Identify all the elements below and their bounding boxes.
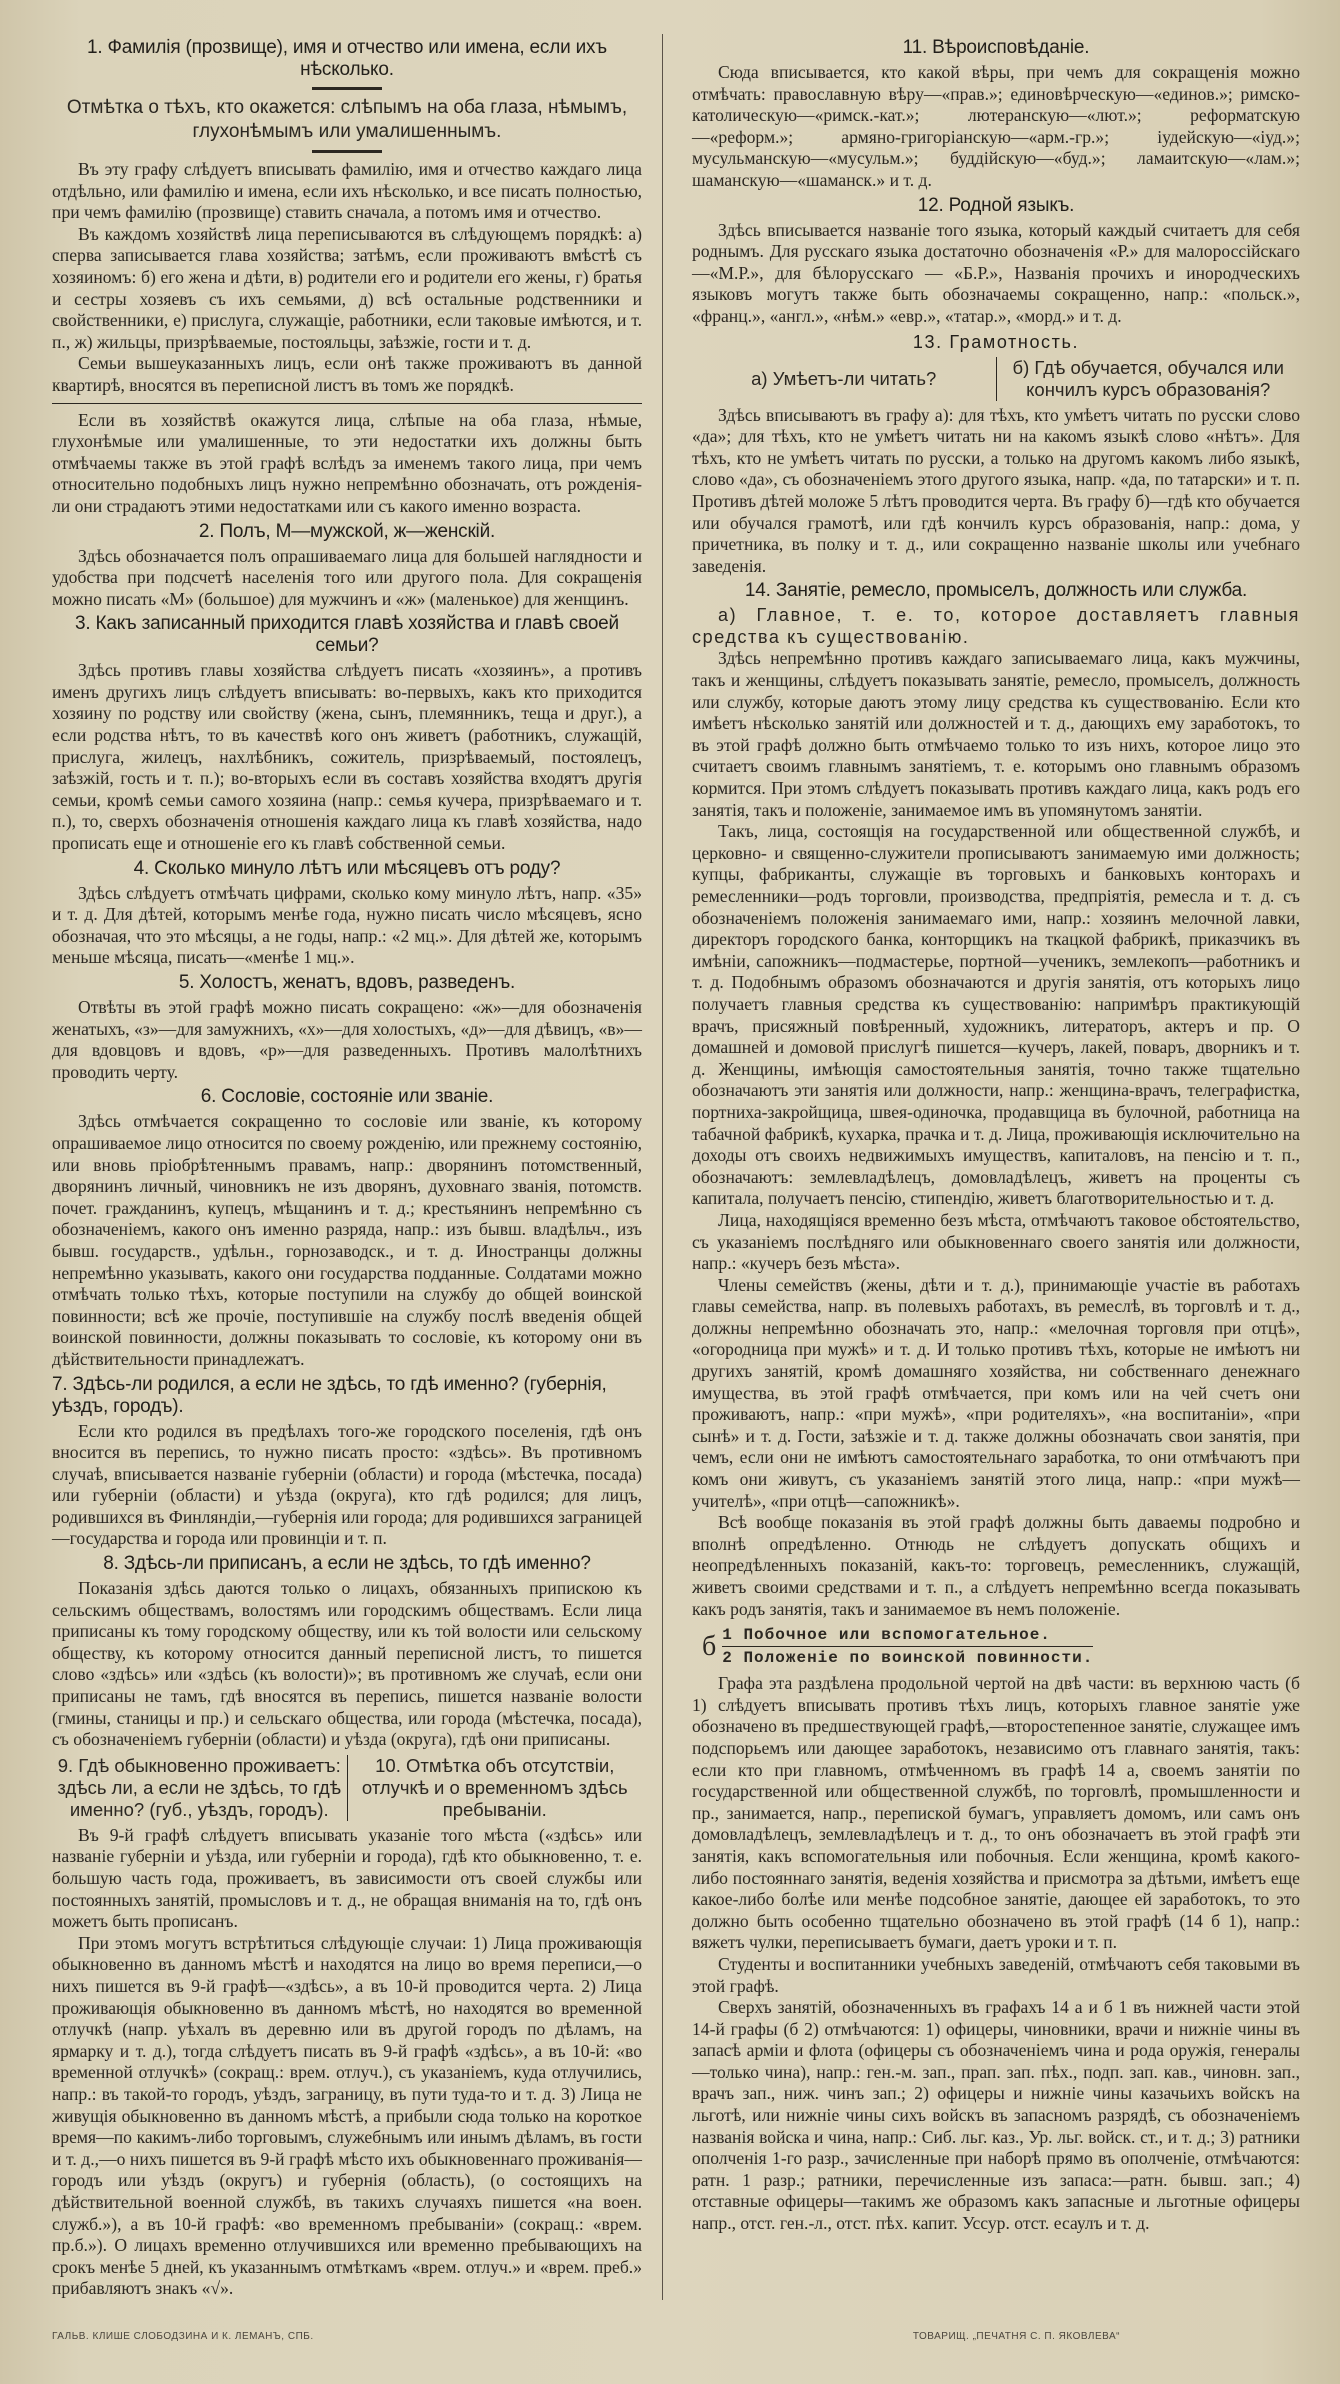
paragraph: При этомъ могутъ встрѣтиться слѣдующіе случаи: 1) Лица проживающія обыкновенно въ данномъ мѣстѣ и находятся на лицо во время переписи,—о нихъ пишется въ 9-й графѣ—«здѣсь», а въ 10-й проводится черта. 2) Лица проживающія обыкновенно въ данномъ мѣстѣ, но находятся во временной отлучкѣ (напр. уѣхалъ въ деревню или въ другой городъ по дѣламъ, на ярмарку и т. д.), тогда слѣдуетъ писать въ 9-й графѣ «здѣсь», а въ 10-й: «во временной отлучкѣ» (сокращ.: врем. отлуч.), съ указаніемъ, куда отлучились, напр.: въ такой-то городъ, уѣздъ, заграницу, въ пути туда-то и т. д. 3) Лица не живущія обыкновенно въ данномъ мѣстѣ, а прибыли сюда только на короткое время—по какимъ-либо торговымъ, служебнымъ или инымъ дѣламъ, въ гости и т. д.,—о нихъ пишется въ 9-й графѣ мѣсто ихъ обыкновеннаго проживанія—городъ или уѣздъ (округъ) и губернія (область), (о состоящихъ на дѣйствительной военной службѣ, въ такихъ случаяхъ пишется «на воен. служб.»), а въ 10-й графѣ: «во временномъ пребываніи» (сокращ.: «врем. пр.б.»). О лицахъ временно отлучившихся или временно пребывающихъ на срокъ менѣе 5 дней, къ указаннымъ отмѣткамъ «врем. отлуч.» и «врем. преб.» прибавляютъ знакъ «√». — [52, 1932, 642, 2299]
paragraph: Показанія здѣсь даются только о лицахъ, обязанныхъ припискою къ сельскимъ обществамъ, волостямъ или городскимъ обществамъ. Если лица приписаны къ тому городскому обществу, или къ той волости или сельскому обществу, къ которому относится данный переписной листъ, то пишется слово «здѣсь» или «здѣсь (къ волости)»; въ противномъ же случаѣ, если они приписаны не тамъ, гдѣ вносятся въ перепись, пишется названіе волости (гмины, станицы и пр.) и сельскаго общества, или города (мѣстечка, посада), съ обозначеніемъ губерніи (области) и уѣзда (округа), гдѣ они приписаны. — [52, 1578, 642, 1750]
section-9-10-header — [52, 1755, 642, 1821]
section-13a-title: а) Умѣетъ-ли читать? — [751, 367, 937, 389]
section-1-subtitle: Отмѣтка о тѣхъ, кто окажется: слѣпымъ на оба глаза, нѣмымъ, глухонѣмымъ или умалишеннымъ. — [66, 97, 628, 142]
footer — [0, 2300, 1340, 2384]
printer-imprint-right: ТОВАРИЩ. „ПЕЧАТНЯ С. П. ЯКОВЛЕВА“ — [912, 2330, 1120, 2342]
paragraph: Студенты и воспитанники учебныхъ заведеній, отмѣчаютъ себя таковыми въ этой графѣ. — [692, 1953, 1300, 1996]
paragraph: Здѣсь слѣдуетъ отмѣчать цифрами, сколько кому минуло лѣтъ, напр. «35» и т. д. Для дѣтей, которымъ менѣе года, нужно писать число мѣсяцевъ, ясно обозначая, что это мѣсяцы, а не годы, напр.: «2 мц.». Для дѣтей же, которымъ меньше мѣсяца, писать—«менѣе 1 мц.». — [52, 882, 642, 968]
paragraph: Здѣсь вписывается названіе того языка, который каждый считаетъ для себя роднымъ. Для русскаго языка достаточно обозначенія «Р.» для малороссійскаго—«М.Р.», для бѣлорусскаго — «Б.Р.», Названія прочихъ и инородческихъ языковъ могутъ также быть обозначаемы сокращенно, напр.: «польск.», «франц.», «англ.», «нѣм.» «евр.», «татар.», «морд.» и т. д. — [692, 219, 1300, 326]
paragraph: Здѣсь непремѣнно противъ каждаго записываемаго лица, какъ мужчины, такъ и женщины, слѣдуетъ показывать занятіе, ремесло, промыселъ, должность или службу, которые даютъ этому лицу средства къ существованію. Если кто имѣетъ нѣсколько занятій или должностей и т. д., дающихъ ему заработокъ, то въ этой графѣ должно быть отмѣчаемо только то изъ нихъ, которое лицо это считаетъ своимъ главнымъ занятіемъ, т. е. которымъ оно главнымъ образомъ кормится. При этомъ слѣдуетъ показывать противъ каждаго лица, какъ родъ его занятія, такъ и положеніе, занимаемое имъ въ упомянутомъ занятіи. — [692, 648, 1300, 820]
paragraph: Здѣсь противъ главы хозяйства слѣдуетъ писать «хозяинъ», а противъ именъ другихъ лицъ слѣдуетъ вписывать: во-первыхъ, какъ кто приходится хозяину по родству или свойству (жена, сынъ, племянникъ, теща и друг.), а если родства нѣтъ, то въ качествѣ кого онъ живетъ (работникъ, служащій, прислуга, жилецъ, нахлѣбникъ, сожитель, призрѣваемый, постоялецъ, заѣзжій, гость и т. п.); во-вторыхъ если въ составъ хозяйства входятъ другія семьи, кромѣ семьи самого хозяина (напр.: семья кучера, призрѣваемаго и т. п.), то, сверхъ обозначенія отношенія каждаго лица къ главѣ хозяйства, надо прописать еще и отношеніе его къ главѣ собственной семьи. — [52, 660, 642, 854]
printer-imprint-left: ГАЛЬВ. КЛИШЕ СЛОБОДЗИНА И К. ЛЕМАНЪ, СПБ. — [52, 2330, 314, 2342]
section-11-title: 11. Вѣроисповѣданіе. — [902, 37, 1090, 58]
rule — [312, 87, 382, 90]
left-column — [52, 34, 663, 2300]
section-14b2-title: 2 Положеніе по воинской повинности. — [722, 1649, 1094, 1668]
paragraph: Такъ, лица, состоящія на государственной или общественной службѣ, и церковно- и священно-служители прописываютъ занимаемую ими должность; купцы, фабриканты, служащіе въ торговыхъ и банковыхъ конторахъ и ремесленники—родъ торговли, производства, предпріятія, ремесла и т. д. съ обозначеніемъ положенія занимаемаго ими, напр.: хозяинъ мелочной лавки, директоръ городского банка, конторщикъ на ткацкой фабрикѣ, приказчикъ въ имѣніи, сапожникъ—подмастерье, портной—ученикъ, землекопъ—работникъ и т. д. Подобнымъ образомъ обозначаются и другія занятія, отъ которыхъ лицо получаетъ главныя средства къ существованію: напримѣръ практикующій врачъ, присяжный повѣренный, художникъ, литераторъ, актеръ и пр. О домашней и домовой прислугѣ пишется—кучеръ, лакей, поваръ, дворникъ и т. д. Женщины, имѣющія самостоятельныя занятія, точно также тщательно обозначаютъ эти занятія или должности, напр.: женщина-врачъ, телеграфистка, портниха-закройщица, швея-одиночка, продавщица въ булочной, работница на табачной фабрикѣ, кухарка, прачка и т. д. Лица, проживающія исключительно на доходы отъ своихъ недвижимыхъ имуществъ, капиталовъ, на пенсію и т. п., обозначаютъ: землевладѣлецъ, домовладѣлецъ, живетъ на проценты съ капитала, получаетъ пенсію, стипендію, живетъ благотворительностью и т. д. — [692, 821, 1300, 1209]
section-3-title: 3. Какъ записанный приходится главѣ хозяйства и главѣ своей семьи? — [75, 613, 619, 657]
section-4-title: 4. Сколько минуло лѣтъ или мѣсяцевъ отъ роду? — [133, 857, 561, 879]
section-14a-title: а) Главное, т. е. то, которое доставляетъ главныя средства къ существованію. — [692, 605, 1300, 647]
paragraph: Лица, находящіяся временно безъ мѣста, отмѣчаютъ таковое обстоятельство, съ указаніемъ послѣдняго или обыкновеннаго своего занятія или должности, напр.: «кучеръ безъ мѣста». — [692, 1209, 1300, 1274]
section-9-title: 9. Гдѣ обыкновенно проживаетъ: здѣсь ли, а если не здѣсь, то гдѣ именно? (губ., уѣздъ, городъ). — [57, 1754, 342, 1820]
paragraph: Всѣ вообще показанія въ этой графѣ должны быть даваемы подробно и вполнѣ опредѣленно. Отнюдь не слѣдуетъ допускать общихъ и неопредѣленныхъ показаній, какъ-то: торговецъ, ремесленникъ, служащій, живетъ своими средствами и т. п., а слѣдуетъ непремѣнно всегда показывать какъ родъ занятія, такъ и занимаемое въ немъ положеніе. — [692, 1512, 1300, 1619]
paragraph: Графа эта раздѣлена продольной чертой на двѣ части: въ верхнюю часть (б 1) слѣдуетъ вписывать противъ тѣхъ лицъ, которыхъ главное занятіе уже обозначено въ предшествующей графѣ,—второстепенное занятіе, служащее имъ подспорьемъ или дающее заработокъ, независимо отъ главнаго занятія, такъ: если кто при главномъ, отмѣченномъ въ графѣ 14 а, своемъ занятіи по государственной или общественной службѣ, по торговлѣ, промышленности и пр., занимается, напр., перепиской бумагъ, управляетъ домомъ, или самъ онъ домовладѣлецъ, землевладѣлецъ и т. д., то онъ обозначаетъ въ этой графѣ эти занятія, какъ вспомогательныя или побочныя. Если женщина, кромѣ какого-либо постояннаго занятія, веденія хозяйства и присмотра за дѣтьми, имѣетъ еще какое-либо болѣе или менѣе подсобное занятіе, дающее ей заработокъ, то это должно быть особенно тщательно обозначено въ этой графѣ (14 б 1), напр.: вяжетъ чулки, переписываетъ бумаги, даетъ уроки и т. п. — [692, 1673, 1300, 1953]
section-14b-letter: б — [702, 1630, 717, 1662]
paragraph: Здѣсь отмѣчается сокращенно то сословіе или званіе, къ которому опрашиваемое лицо относится по своему рожденію, или прежнему состоянію, или вновь пріобрѣтеннымъ правамъ, напр.: дворянинъ потомственный, дворянинъ личный, чиновникъ не изъ дворянъ, духовнаго званія, потомств. почет. гражданинъ, купецъ, мѣщанинъ и т. д.; крестьянинъ непремѣнно съ обозначеніемъ, какого онъ именно разряда, напр.: изъ бывш. владѣльч., изъ бывш. государств., удѣльн., горнозаводск., и т. д. Иностранцы должны непремѣнно указывать, какого они государства подданные. Солдатами можно отмѣчать только тѣхъ, которые поступили на службу до общей воинской повинности; всѣ же прочіе, поступившіе на службу послѣ введенія общей воинской повинности, должны показывать то сословіе, къ которому они въ дѣйствительности принадлежатъ. — [52, 1111, 642, 1369]
paragraph: Въ 9-й графѣ слѣдуетъ вписывать указаніе того мѣста («здѣсь» или названіе губерніи и уѣзда, или губерніи и города), гдѣ кто обыкновенно, т. е. большую часть года, проживаетъ, въ зависимости отъ своей службы или постоянныхъ занятій, промысловъ и т. д., не обращая вниманія на то, гдѣ онъ можетъ быть прописанъ. — [52, 1824, 642, 1932]
section-13-title: 13. Грамотность. — [912, 331, 1080, 352]
section-5-title: 5. Холостъ, женатъ, вдовъ, разведенъ. — [178, 972, 516, 993]
paragraph: Въ эту графу слѣдуетъ вписывать фамилію, имя и отчество каждаго лица отдѣльно, или фамилію и имена, если ихъ нѣсколько, и все писать полностью, при чемъ фамилію (прозвище) ставить сначала, а потомъ имя и отчество. — [52, 159, 642, 223]
section-14b1-title: 1 Побочное или вспомогательное. — [722, 1624, 1093, 1647]
section-10-title: 10. Отмѣтка объ отсутствіи, отлучкѣ и о временномъ здѣсь пребываніи. — [347, 1755, 643, 1821]
section-6-title: 6. Сословіе, состояніе или званіе. — [200, 1086, 494, 1108]
paragraph: Если кто родился въ предѣлахъ того-же городского поселенія, гдѣ онъ вносится въ перепись, то нужно писать просто: «здѣсь». Въ противномъ случаѣ, вписывается названіе губерніи (области) и города (мѣстечка, посада) или губерніи (области) и уѣзда (округа), кто гдѣ родился; для лицъ, родившихся въ Финляндіи,—губернія или города; для родившихся заграницей—государства и города или провинціи и т. п. — [52, 1420, 642, 1549]
section-1-title: 1. Фамилія (прозвище), имя и отчество или имена, если ихъ нѣсколько. — [87, 37, 607, 80]
paragraph: Въ каждомъ хозяйствѣ лица переписываются въ слѣдующемъ порядкѣ: а) сперва записывается глава хозяйства; затѣмъ, если проживаютъ вмѣстѣ съ хозяиномъ: б) его жена и дѣти, в) родители его и родители его жены, г) братья и сестры хозяевъ съ ихъ семьями, д) всѣ остальные родственники и свойственники, е) прислуга, служащіе, работники, если таковые имѣются, и т. п., ж) жильцы, призрѣваемые, постояльцы, заѣзжіе, гости и т. д. — [52, 223, 642, 352]
right-column — [663, 34, 1300, 2300]
paragraph: Сюда вписывается, кто какой вѣры, при чемъ для сокращенія можно отмѣчать: православную вѣру—«прав.»; единовѣрческую—«единов.»; римско-католическую—«римск.-кат.»; лютеранскую—«лют.»; реформатскую—«реформ.»; армяно-григоріанскую—«арм.-гр.»; іудейскую—«іуд.»; мусульманскую—«мусульм.»; буддійскую—«буд.»; ламаитскую—«лам.»; шаманскую—«шаманск.» и т. д. — [692, 62, 1300, 190]
section-13-header — [692, 357, 1300, 401]
section-2-title: 2. Полъ, М—мужской, ж—женскій. — [198, 520, 496, 542]
section-8-title: 8. Здѣсь-ли приписанъ, а если не здѣсь, то гдѣ именно? — [103, 1553, 591, 1575]
section-12-title: 12. Родной языкъ. — [917, 194, 1075, 216]
section-14b-header — [702, 1624, 1300, 1669]
paragraph: Здѣсь обозначается полъ опрашиваемаго лица для большей наглядности и удобства при подсчетѣ населенія того или другого пола. Для сокращенія можно писать «М» (большое) для мужчинъ и «ж» (маленькое) для женщинъ. — [52, 545, 642, 609]
section-14-title: 14. Занятіе, ремесло, промыселъ, должность или служба. — [744, 580, 1248, 602]
paragraph: Отвѣты въ этой графѣ можно писать сокращено: «ж»—для обозначенія женатыхъ, «з»—для замужнихъ, «х»—для холостыхъ, «д»—для дѣвицъ, «в»—для вдовцовъ и вдовъ, «р»—для разведенныхъ. Противъ малолѣтнихъ проводить черту. — [52, 997, 642, 1082]
section-13b-title: б) Гдѣ обучается, обучался или кончилъ курсъ образованія? — [996, 357, 1301, 401]
paragraph: Если въ хозяйствѣ окажутся лица, слѣпые на оба глаза, нѣмые, глухонѣмые или умалишенные, то эти недостатки ихъ должны быть отмѣчаемы также въ этой графѣ вслѣдъ за именемъ такого лица, при чемъ относительно подобныхъ лицъ нужно непремѣнно обозначать, отъ рожденія-ли они страдаютъ этими недостатками или съ какого именно возраста. — [52, 409, 642, 516]
divider-line — [52, 403, 642, 404]
section-7-title: 7. Здѣсь-ли родился, а если не здѣсь, то гдѣ именно? (губернія, уѣздъ, городъ). — [52, 1373, 607, 1417]
paragraph: Члены семействъ (жены, дѣти и т. д.), принимающіе участіе въ работахъ главы семейства, напр. въ полевыхъ работахъ, въ ремеслѣ, въ торговлѣ и т. д., должны непремѣнно обозначать это, напр.: «мелочная торговля при отцѣ», «огородница при мужѣ» и т. д. И только противъ тѣхъ, которые не имѣютъ ни другихъ занятій, кромѣ домашняго хозяйства, ни собственнаго денежнаго имущества, въ этой графѣ отмѣчается, при комъ или на чей счетъ они проживаютъ, напр.: «при мужѣ», «при родителяхъ», «на воспитаніи», «при сынѣ» и т. д. Гости, заѣзжіе и т. д. также должны обозначать свои занятія, при чемъ, если они не имѣютъ самостоятельнаго заработка, то они отмѣчаютъ при комъ они живутъ, съ указаніемъ занятій этого лица, напр.: «при мужѣ—учителѣ», «при отцѣ—сапожникѣ». — [692, 1274, 1300, 1511]
paragraph: Здѣсь вписываютъ въ графу а): для тѣхъ, кто умѣетъ читать по русски слово «да»; для тѣхъ, кто не умѣетъ читать ни на какомъ языкѣ слово «нѣтъ». Для тѣхъ, кто не умѣетъ читать по русски, а только на другомъ какомъ либо языкѣ, слово «да», съ обозначеніемъ этого другого языка, напр. «да, по татарски» и т. п. Противъ дѣтей моложе 5 лѣтъ проводится черта. Въ графу б)—гдѣ кто обучается или обучался грамотѣ, или гдѣ кончилъ курсъ образованія, напр.: дома, у причетника, въ полку и т. д., или сокращенно названіе школы или учебнаго заведенія. — [692, 404, 1300, 576]
rule — [312, 150, 382, 153]
paragraph: Сверхъ занятій, обозначенныхъ въ графахъ 14 а и б 1 въ нижней части этой 14-й графы (б 2) отмѣчаются: 1) офицеры, чиновники, врачи и нижніе чины въ запасѣ арміи и флота (офицеры съ обозначеніемъ чина и рода оружія, генералы—только чина), напр.: ген.-м. зап., прап. зап. пѣх., подп. зап. кав., чиновн. зап., врачъ зап., ниж. чинъ зап.; 2) офицеры и нижніе чины казачьихъ войскъ на льготѣ, или нижніе чины сихъ войскъ въ запасномъ разрядѣ, съ обозначеніемъ названія войска и чина, напр.: Сиб. льг. каз., Ур. льг. войск. ст., и т. д.; 3) ратники ополченія 1-го разр., зачисленные при наборѣ прямо въ ополченіе, отмѣчаются: ратн. 1 разр.; ратники, перечисленные изъ запаса:—ратн. бывш. зап.; 4) отставные офицеры—такимъ же образомъ какъ запасные и льготные офицеры напр., отст. ген.-л., отст. пѣх. капит. Уссур. отст. есаулъ и т. д. — [692, 1997, 1300, 2234]
paragraph: Семьи вышеуказанныхъ лицъ, если онѣ также проживаютъ въ данной квартирѣ, вносятся въ переписной листъ въ томъ же порядкѣ. — [52, 353, 642, 395]
